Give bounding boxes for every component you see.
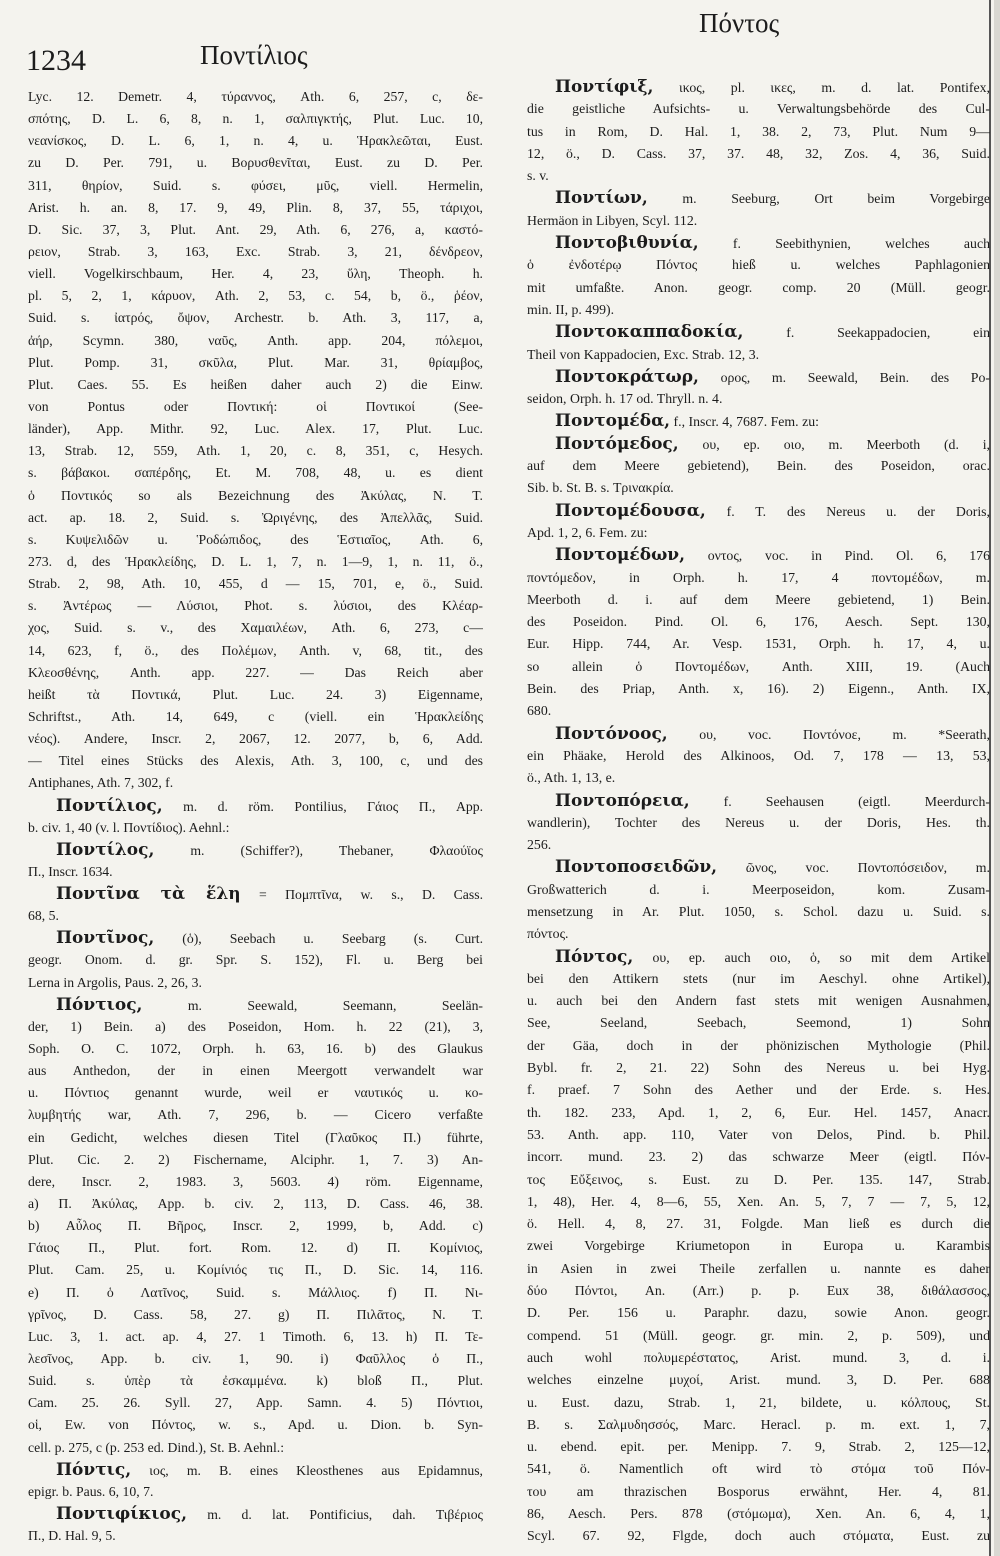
text-line: [28, 662, 483, 684]
text-line: [28, 1437, 483, 1459]
text-line: [527, 1414, 990, 1436]
text-line: [28, 1127, 483, 1149]
text-line: [28, 175, 483, 197]
line-text: u. Eust. dazu, Strab. 1, 21, bildete, u. κόλπους, St.: [527, 1394, 990, 1410]
line-text: ιος, m. B. eines Kleosthenes aus Epidamnus,: [131, 1462, 483, 1478]
line-text: τος Εὔξεινος, s. Eust. zu D. Per. 135. 147, Strab.: [527, 1171, 990, 1187]
headword: Ποντοβιθυνία,: [555, 233, 699, 254]
line-text: b) Αὖλος Π. Βῆρος, Inscr. 2, 1999, b, Add. c): [28, 1218, 483, 1234]
text-line: [28, 418, 483, 440]
line-text: zwei Vorgebirge Kriumetopon in Europa u. Karambis: [527, 1238, 990, 1254]
entry-headword-line: [527, 856, 990, 878]
text-line: [527, 1503, 990, 1525]
line-text: 680.: [527, 703, 552, 719]
text-line: [28, 1104, 483, 1126]
text-line: [28, 1016, 483, 1038]
headword: Πόντις,: [56, 1459, 132, 1480]
line-text: χος, Suid. s. v., des Χαμαιλέων, Ath. 6, 273, c—: [28, 620, 483, 636]
text-line: [28, 1348, 483, 1370]
line-text: του am thrazischen Bosporus erwähnt, Her. 4, 81.: [527, 1483, 990, 1499]
text-line: [28, 440, 483, 462]
headword: Ποντοπόρεια,: [555, 790, 690, 811]
text-line: [28, 684, 483, 706]
entry-headword-line: [28, 883, 483, 905]
text-line: [527, 1102, 990, 1124]
line-text: (ὁ), Seebach u. Seebarg (s. Curt.: [154, 931, 483, 947]
line-text: a) Π. Ἀκύλας, App. b. civ. 2, 113, D. Cass. 46, 38.: [28, 1196, 483, 1212]
text-line: [527, 1302, 990, 1324]
text-line: [28, 861, 483, 883]
line-text: 1, 48), Her. 4, 8—6, 55, Xen. An. 5, 7, 7 — 7, 5, 12,: [527, 1193, 990, 1209]
headword: Πόντος,: [555, 946, 634, 967]
text-line: [28, 1060, 483, 1082]
text-line: [527, 344, 990, 366]
line-text: Plut. Pomp. 31, σκῦλα, Plut. Mar. 31, θρίαμβος,: [28, 354, 483, 370]
line-text: 53. Anth. app. 110, Vater von Delos, Pind. b. Phil.: [527, 1126, 990, 1142]
text-line: [28, 219, 483, 241]
text-line: [527, 834, 990, 856]
line-text: zu D. Per. 791, u. Βορυσθενῖται, Eust. zu D. Per.: [28, 155, 483, 171]
line-text: u. ebend. epit. per. Menipp. 7. 9, Strab. 2, 125—12,: [527, 1439, 990, 1455]
line-text: f. Seehausen (eigtl. Meerdurch-: [689, 793, 990, 809]
line-text: compend. 51 (Müll. geogr. gr. min. 2, p. 509), und: [527, 1327, 990, 1343]
line-text: See, Seeland, Seebach, Seemond, 1) Sohn: [527, 1015, 990, 1031]
line-text: = Πομπτῖνα, w. s., D. Cass.: [240, 887, 483, 903]
line-text: νέος). Andere, Inscr. 2, 2067, 12. 2077, b, 6, Add.: [28, 731, 483, 747]
headword: Ποντόνοος,: [555, 723, 668, 744]
line-text: so allein ὁ Ποντομέδων, Anth. XIII, 19. (Auch: [527, 658, 990, 674]
text-line: [527, 1258, 990, 1280]
entry-headword-line: [28, 927, 483, 949]
text-line: [527, 254, 990, 276]
line-text: Scyl. 67. 92, Flgde, doch auch στόματα, Eust. zu: [527, 1528, 990, 1544]
line-text: von Pontus oder Ποντική: οἱ Ποντικοί (See-: [28, 398, 483, 414]
text-line: [28, 1193, 483, 1215]
line-text: Apd. 1, 2, 6. Fem. zu:: [527, 524, 648, 540]
line-text: ικος, pl. ικες, m. d. lat. Pontifex,: [653, 80, 990, 95]
text-line: [527, 98, 990, 120]
line-text: seidon, Orph. h. 17 od. Thryll. n. 4.: [527, 391, 723, 407]
text-line: [28, 152, 483, 174]
entry-headword-line: [527, 433, 990, 455]
line-text: Arist. h. an. 8, 17. 9, 49, Plin. 8, 37, 55, τάριχοι,: [28, 199, 483, 215]
left-column: [28, 86, 483, 1547]
text-line: [28, 595, 483, 617]
text-line: [527, 1124, 990, 1146]
line-text: e) Π. ὁ Λατῖνος, Suid. s. Μάλλιος. f) Π. Νι-: [28, 1284, 483, 1300]
text-line: [527, 1325, 990, 1347]
line-text: f. T. des Nereus u. der Doris,: [705, 503, 990, 519]
line-text: Hermäon in Libyen, Scyl. 112.: [527, 212, 698, 228]
entry-headword-line: [527, 321, 990, 343]
headword: Ποντίων,: [555, 188, 648, 209]
text-line: [28, 1038, 483, 1060]
text-line: [527, 1035, 990, 1057]
text-line: [527, 767, 990, 789]
line-text: Π., Inscr. 1634.: [28, 863, 113, 879]
text-line: [527, 455, 990, 477]
entry-headword-line: [527, 790, 990, 812]
text-line: [28, 1481, 483, 1503]
line-text: D. Sic. 37, 3, Plut. Ant. 29, Ath. 6, 276, a, καστό-: [28, 221, 483, 237]
text-line: [28, 551, 483, 573]
entry-headword-line: [527, 500, 990, 522]
line-text: Großwatterich d. i. Meerposeidon, kom. Zusam-: [527, 881, 990, 897]
entry-headword-line: [527, 946, 990, 968]
line-text: λεσῖνος, App. b. civ. 1, 90. i) Φαῦλλος ὁ Π.,: [28, 1351, 483, 1367]
headword: Ποντίφιξ,: [555, 77, 654, 97]
text-line: [527, 277, 990, 299]
line-text: s. βάβακοι. σαπέρδης, Et. M. 708, 48, u. es dient: [28, 465, 483, 481]
text-line: [527, 1169, 990, 1191]
entry-headword-line: [527, 232, 990, 254]
text-line: [527, 633, 990, 655]
entry-headword-line: [527, 723, 990, 745]
text-line: [527, 1369, 990, 1391]
line-text: m. Seeburg, Ort beim Vorgebirge: [647, 191, 990, 207]
line-text: πόντος.: [527, 926, 569, 942]
line-text: u. auch bei den Andern fast stets mit wenigen Ausnahmen,: [527, 993, 990, 1009]
page-number: 1234: [26, 44, 86, 77]
entry-headword-line: [28, 1503, 483, 1525]
entry-headword-line: [28, 795, 483, 817]
line-text: Theil von Kappadocien, Exc. Strab. 12, 3.: [527, 346, 760, 362]
text-line: [28, 330, 483, 352]
entry-headword-line: [527, 76, 990, 98]
text-line: [527, 745, 990, 767]
line-text: ὁ ἐνδοτέρῳ Πόντος hieß u. welches Paphlagonien: [527, 257, 990, 273]
entry-headword-line: [527, 410, 990, 432]
headword: Πόντιος,: [56, 994, 143, 1015]
line-text: οντος, voc. in Pind. Ol. 6, 176: [684, 548, 990, 564]
text-line: [28, 485, 483, 507]
line-text: ῶνος, voc. Ποντοπόσειδον, m.: [717, 860, 990, 876]
text-line: [527, 700, 990, 722]
line-text: dere, Inscr. 2, 1983. 3, 5603. 4) röm. Eigenname,: [28, 1173, 483, 1189]
entry-headword-line: [527, 187, 990, 209]
headword: Ποντομέδων,: [555, 545, 685, 566]
line-text: Luc. 3, 1. act. ap. 4, 27. 1 Timoth. 6, 13. h) Π. Τε-: [28, 1328, 483, 1344]
text-line: [28, 617, 483, 639]
text-line: [28, 86, 483, 108]
line-text: γρῖνος, D. Cass. 58, 27. g) Π. Πιλᾶτος, N. T.: [28, 1306, 483, 1322]
text-line: [527, 968, 990, 990]
line-text: länder), App. Mithr. 92, Luc. Alex. 17, Plut. Luc.: [28, 421, 483, 437]
line-text: 14, 623, f, ö., des Πολέμων, Anth. v, 68, tit., des: [28, 642, 483, 658]
text-line: [28, 949, 483, 971]
headword: Ποντίλος,: [56, 839, 155, 860]
headword: Ποντοκράτωρ,: [555, 366, 699, 387]
text-line: [527, 1280, 990, 1302]
line-text: mensetzung in Ar. Plut. 1050, s. Schol. dazu u. Suid. s.: [527, 903, 990, 919]
text-line: [527, 1392, 990, 1414]
text-line: [527, 522, 990, 544]
text-line: [28, 374, 483, 396]
text-line: [527, 611, 990, 633]
line-text: f. Seekappadocien, ein: [743, 325, 990, 341]
line-text: ου, ep. auch οιο, ὁ, so mit dem Artikel: [633, 949, 990, 965]
text-line: [28, 1171, 483, 1193]
text-line: [28, 772, 483, 794]
text-line: [28, 1082, 483, 1104]
text-line: [28, 640, 483, 662]
text-line: [527, 1525, 990, 1547]
line-text: in Asien in zwei Theile zerfallen u. nannte es daher: [527, 1260, 990, 1276]
line-text: Bein. des Priap, Anth. x, 16). 2) Eigenn., Anth. IX,: [527, 681, 990, 697]
line-text: ρειον, Strab. 3, 163, Exc. Strab. 3, 21, δένδρεον,: [28, 243, 483, 259]
text-line: [28, 706, 483, 728]
text-line: [527, 1213, 990, 1235]
line-text: m. Seewald, Seemann, Seelän-: [142, 997, 483, 1013]
line-text: ου, voc. Ποντόνοε, m. *Seerath,: [667, 726, 990, 742]
text-line: [28, 1237, 483, 1259]
headword: Ποντοκαππαδοκία,: [555, 322, 744, 343]
text-line: [527, 1458, 990, 1480]
line-text: ö. Hell. 4, 8, 27. 31, Folgde. Man ließ es durch die: [527, 1216, 990, 1232]
text-line: [28, 1304, 483, 1326]
line-text: 68, 5.: [28, 908, 59, 924]
text-line: [28, 241, 483, 263]
text-line: [28, 1215, 483, 1237]
line-text: 86, Aesch. Pers. 878 (στόμωμα), Xen. An. 6, 4, 1,: [527, 1506, 990, 1521]
line-text: ὁ Ποντικός so als Bezeichnung des Ἀκύλας, N. T.: [28, 487, 483, 503]
line-text: des Poseidon. Pind. Ol. 6, 176, Aesch. Sept. 130,: [527, 614, 990, 630]
text-line: [527, 1146, 990, 1168]
line-text: οἱ, Ew. von Πόντος, w. s., Apd. u. Dion. b. Syn-: [28, 1417, 483, 1433]
line-text: s. Κυψελιδῶν u. Ῥοδώπιδος, des Ἑστιαῖος, Ath. 6,: [28, 531, 483, 547]
line-text: viell. Vogelkirschbaum, Her. 4, 23, ὕλη, Theoph. h.: [28, 266, 483, 282]
text-line: [28, 130, 483, 152]
line-text: Sib. b. St. B. s. Τρινακρία.: [527, 480, 674, 496]
line-text: pl. 5, 2, 1, κάρυον, Ath. 2, 53, c. 54, b, ö., ῥέον,: [28, 288, 483, 304]
line-text: Eur. Hipp. 744, Ar. Vesp. 1531, Orph. h. 17, 4, u.: [527, 636, 990, 652]
line-text: 273. d, des Ἡρακλείδης, D. L. 1, 7, n. 1—9, 1, n. 11, ö.,: [28, 553, 483, 569]
page-edge-shadow: [994, 0, 1000, 1556]
line-text: welches einzelne μυχοί, Arist. mund. 3, D. Per. 688: [527, 1372, 990, 1388]
entry-headword-line: [28, 1459, 483, 1481]
text-line: [28, 462, 483, 484]
text-line: [28, 352, 483, 374]
line-text: B. s. Σαλμυδησσός, Marc. Heracl. p. m. ext. 1, 7,: [527, 1416, 990, 1432]
line-text: Π., D. Hal. 9, 5.: [28, 1528, 116, 1544]
line-text: ein Gedicht, welches diesen Titel (Γλαῦκος Π.) führte,: [28, 1129, 483, 1145]
text-line: [527, 923, 990, 945]
text-line: [527, 901, 990, 923]
line-text: f. Seebithynien, welches auch: [698, 236, 990, 252]
headword: Ποντῖνος,: [56, 928, 155, 949]
text-line: [527, 477, 990, 499]
text-line: [527, 1191, 990, 1213]
line-text: der, 1) Bein. a) des Poseidon, Hom. h. 22 (21), 3,: [28, 1018, 483, 1034]
running-head-left: Ποντίλιος: [200, 40, 308, 70]
line-text: Plut. Cam. 25, u. Κομίνιός τις Π., D. Sic. 14, 116.: [28, 1262, 483, 1278]
text-line: [28, 972, 483, 994]
entry-headword-line: [28, 994, 483, 1016]
line-text: mit umfaßte. Anon. geogr. comp. 20 (Müll. geogr.: [527, 279, 990, 295]
line-text: Κλεοσθένης, Anth. app. 227. — Das Reich aber: [28, 664, 483, 680]
line-text: der Gäa, doch in der phönizischen Mythologie (Phil.: [527, 1037, 990, 1053]
text-line: [527, 210, 990, 232]
headword: Ποντομέδουσα,: [555, 500, 706, 521]
text-line: [527, 143, 990, 165]
text-line: [527, 567, 990, 589]
text-line: [527, 299, 990, 321]
text-line: [527, 990, 990, 1012]
line-text: wandlerin), Tochter des Nereus u. der Doris, Hes. th.: [527, 814, 990, 830]
text-line: [28, 1149, 483, 1171]
text-line: [28, 396, 483, 418]
text-line: [527, 121, 990, 143]
line-text: u. Πόντιος genannt wurde, weil er ναυτικός u. κο-: [28, 1085, 483, 1101]
line-text: b. civ. 1, 40 (v. l. Ποντίδιος). Aehnl.:: [28, 819, 230, 835]
text-line: [527, 388, 990, 410]
line-text: cell. p. 275, c (p. 253 ed. Dind.), St. B. Aehnl.:: [28, 1439, 285, 1455]
text-line: [28, 817, 483, 839]
line-text: Bybl. fr. 2, 21. 22) Sohn des Nereus u. bei Hyg.: [527, 1060, 990, 1076]
line-text: m. d. lat. Pontificius, dah. Τιβέριος: [187, 1507, 483, 1522]
text-line: [527, 879, 990, 901]
text-line: [527, 656, 990, 678]
text-line: [527, 1079, 990, 1101]
headword: Ποντῖνα τὰ ἕλη: [56, 884, 241, 905]
line-text: ορος, m. Seewald, Bein. des Po-: [698, 369, 990, 385]
line-text: Schriftst., Ath. 14, 649, c (viell. ein Ἡρακλείδης: [28, 708, 483, 724]
text-line: [527, 1481, 990, 1503]
line-text: Γάιος Π., Plut. fort. Rom. 12. d) Π. Κομίνιος,: [28, 1240, 483, 1256]
text-line: [28, 573, 483, 595]
text-line: [527, 1057, 990, 1079]
text-line: [527, 165, 990, 187]
line-text: Plut. Caes. 55. Es heißen daher auch 2) die Einw.: [28, 376, 483, 392]
line-text: m. d. röm. Pontilius, Γάιος Π., App.: [162, 798, 483, 814]
text-line: [28, 108, 483, 130]
line-text: Antiphanes, Ath. 7, 302, f.: [28, 775, 174, 791]
entry-headword-line: [527, 366, 990, 388]
right-column: [527, 76, 990, 1548]
line-text: geogr. Onom. d. gr. Spr. S. 152), Fl. u. Berg bei: [28, 952, 483, 968]
headword: Ποντόμεδος,: [555, 433, 679, 454]
entry-headword-line: [28, 839, 483, 861]
entry-headword-line: [527, 544, 990, 566]
line-text: s. v.: [527, 168, 549, 184]
line-text: 12, ö., D. Cass. 37, 37. 48, 32, Zos. 4, 36, Suid.: [527, 145, 990, 161]
text-line: [28, 1392, 483, 1414]
headword: Ποντίλιος,: [56, 795, 163, 816]
line-text: Cam. 25. 26. Syll. 27, App. Samn. 4. 5) Πόντιοι,: [28, 1395, 483, 1411]
text-line: [527, 1436, 990, 1458]
line-text: ἀήρ, Scymn. 380, ναῦς, Anth. app. 204, πόλεμοι,: [28, 332, 483, 348]
text-line: [28, 307, 483, 329]
line-text: 256.: [527, 837, 552, 853]
line-text: Plut. Cic. 2. 2) Fischername, Alciphr. 1, 7. 3) An-: [28, 1151, 483, 1167]
text-line: [28, 1282, 483, 1304]
line-text: s. Ἀντέρως — Λύσιοι, Phot. s. λύσιοι, des Κλέαρ-: [28, 598, 483, 614]
text-line: [28, 529, 483, 551]
line-text: heißt τὰ Ποντικά, Plut. Luc. 24. 3) Eigenname,: [28, 686, 483, 702]
line-text: Suid. s. ὑπὲρ τὰ ἐσκαμμένα. k) bloß Π., Plut.: [28, 1373, 483, 1389]
line-text: σπότης, D. L. 6, 8, n. 1, σαλπιγκτής, Plut. Luc. 10,: [28, 111, 483, 127]
line-text: Suid. s. ἰατρός, ὄψον, Archestr. b. Ath. 3, 117, a,: [28, 310, 483, 326]
line-text: 13, Strab. 12, 559, Ath. 1, 20, c. 8, 351, c, Hesych.: [28, 443, 483, 459]
headword: Ποντομέδα,: [555, 411, 671, 432]
line-text: Soph. O. C. 1072, Orph. h. 63, 16. b) des Glaukus: [28, 1041, 483, 1057]
text-line: [28, 905, 483, 927]
line-text: δύο Πόντοι, An. (Arr.) p. p. Eux 38, διθάλασσος,: [527, 1283, 990, 1299]
text-line: [28, 1259, 483, 1281]
text-line: [28, 750, 483, 772]
text-line: [28, 285, 483, 307]
line-text: bei den Attikern stets (nur im Aeschyl. ohne Artikel),: [527, 970, 990, 986]
text-line: [527, 1012, 990, 1034]
line-text: m. (Schiffer?), Thebaner, Φλαούϊος: [154, 842, 483, 858]
text-line: [527, 1347, 990, 1369]
text-line: [28, 197, 483, 219]
line-text: ö., Ath. 1, 13, e.: [527, 770, 616, 786]
line-text: 311, θηρίον, Suid. s. φύσει, μῦς, viell. Hermelin,: [28, 177, 483, 193]
text-line: [28, 1525, 483, 1547]
line-text: auch wohl πολυμερέστατος, Arist. mund. 3, d. i.: [527, 1349, 990, 1365]
text-line: [28, 1414, 483, 1436]
line-text: tus in Rom, D. Hal. 1, 38. 2, 73, Plut. Num 9—: [527, 123, 990, 139]
line-text: Meerboth d. i. auf dem Meere gebietend, 1) Bein.: [527, 591, 990, 607]
line-text: die geistliche Aufsichts- u. Verwaltungsbehörde des Cul-: [527, 101, 990, 117]
line-text: νεανίσκος, D. L. 6, 1, n. 4, u. Ἡρακλεῶται, Eust.: [28, 133, 483, 149]
text-line: [527, 589, 990, 611]
text-line: [527, 1235, 990, 1257]
line-text: act. ap. 18. 2, Suid. s. Ὠριγένης, des Ἀπελλᾶς, Suid.: [28, 509, 483, 525]
text-line: [527, 678, 990, 700]
line-text: min. II, p. 499).: [527, 301, 615, 317]
line-text: 541, ö. Namentlich oft wird τὸ στόμα τοῦ Πόν-: [527, 1461, 990, 1477]
line-text: D. Per. 156 u. Paraphr. dazu, sowie Anon. geogr.: [527, 1305, 990, 1321]
line-text: Lyc. 12. Demetr. 4, τύραννος, Ath. 6, 257, c, δε-: [28, 89, 483, 104]
line-text: f., Inscr. 4, 7687. Fem. zu:: [670, 414, 819, 430]
headword: Ποντιφίκιος,: [56, 1504, 188, 1524]
line-text: aus Anthedon, der in einen Meergott verwandelt war: [28, 1063, 483, 1079]
running-head-right: Πόντος: [699, 8, 780, 38]
text-line: [28, 728, 483, 750]
line-text: ου, ep. οιο, m. Meerboth (d. i,: [678, 436, 990, 452]
line-text: th. 182. 233, Apd. 1, 2, 6, Eur. Hel. 1457, Anacr.: [527, 1104, 990, 1120]
line-text: f. praef. 7 Sohn des Aether und der Erde. s. Hes.: [527, 1082, 990, 1098]
line-text: epigr. b. Paus. 6, 10, 7.: [28, 1483, 154, 1499]
headword: Ποντοποσειδῶν,: [555, 857, 718, 878]
line-text: λυμβητής war, Ath. 7, 296, b. — Cicero verfaßte: [28, 1107, 483, 1123]
text-line: [28, 1370, 483, 1392]
text-line: [527, 812, 990, 834]
line-text: ein Phäake, Herold des Alkinoos, Od. 7, 178 — 13, 53,: [527, 747, 990, 763]
line-text: incorr. mund. 23. 2) das schwarze Meer (eigtl. Πόν-: [527, 1149, 990, 1165]
line-text: auf dem Meere gebietend), Bein. des Poseidon, orac.: [527, 458, 990, 474]
line-text: Lerna in Argolis, Paus. 2, 26, 3.: [28, 974, 202, 990]
text-line: [28, 263, 483, 285]
text-line: [28, 507, 483, 529]
line-text: ποντόμεδον, in Orph. h. 17, 4 ποντομέδων, m.: [527, 569, 990, 585]
text-line: [28, 1326, 483, 1348]
line-text: — Titel eines Stücks des Alexis, Ath. 3, 100, c, und des: [28, 753, 483, 769]
line-text: Strab. 2, 98, Ath. 10, 455, d — 15, 701, e, ö., Suid.: [28, 576, 483, 592]
